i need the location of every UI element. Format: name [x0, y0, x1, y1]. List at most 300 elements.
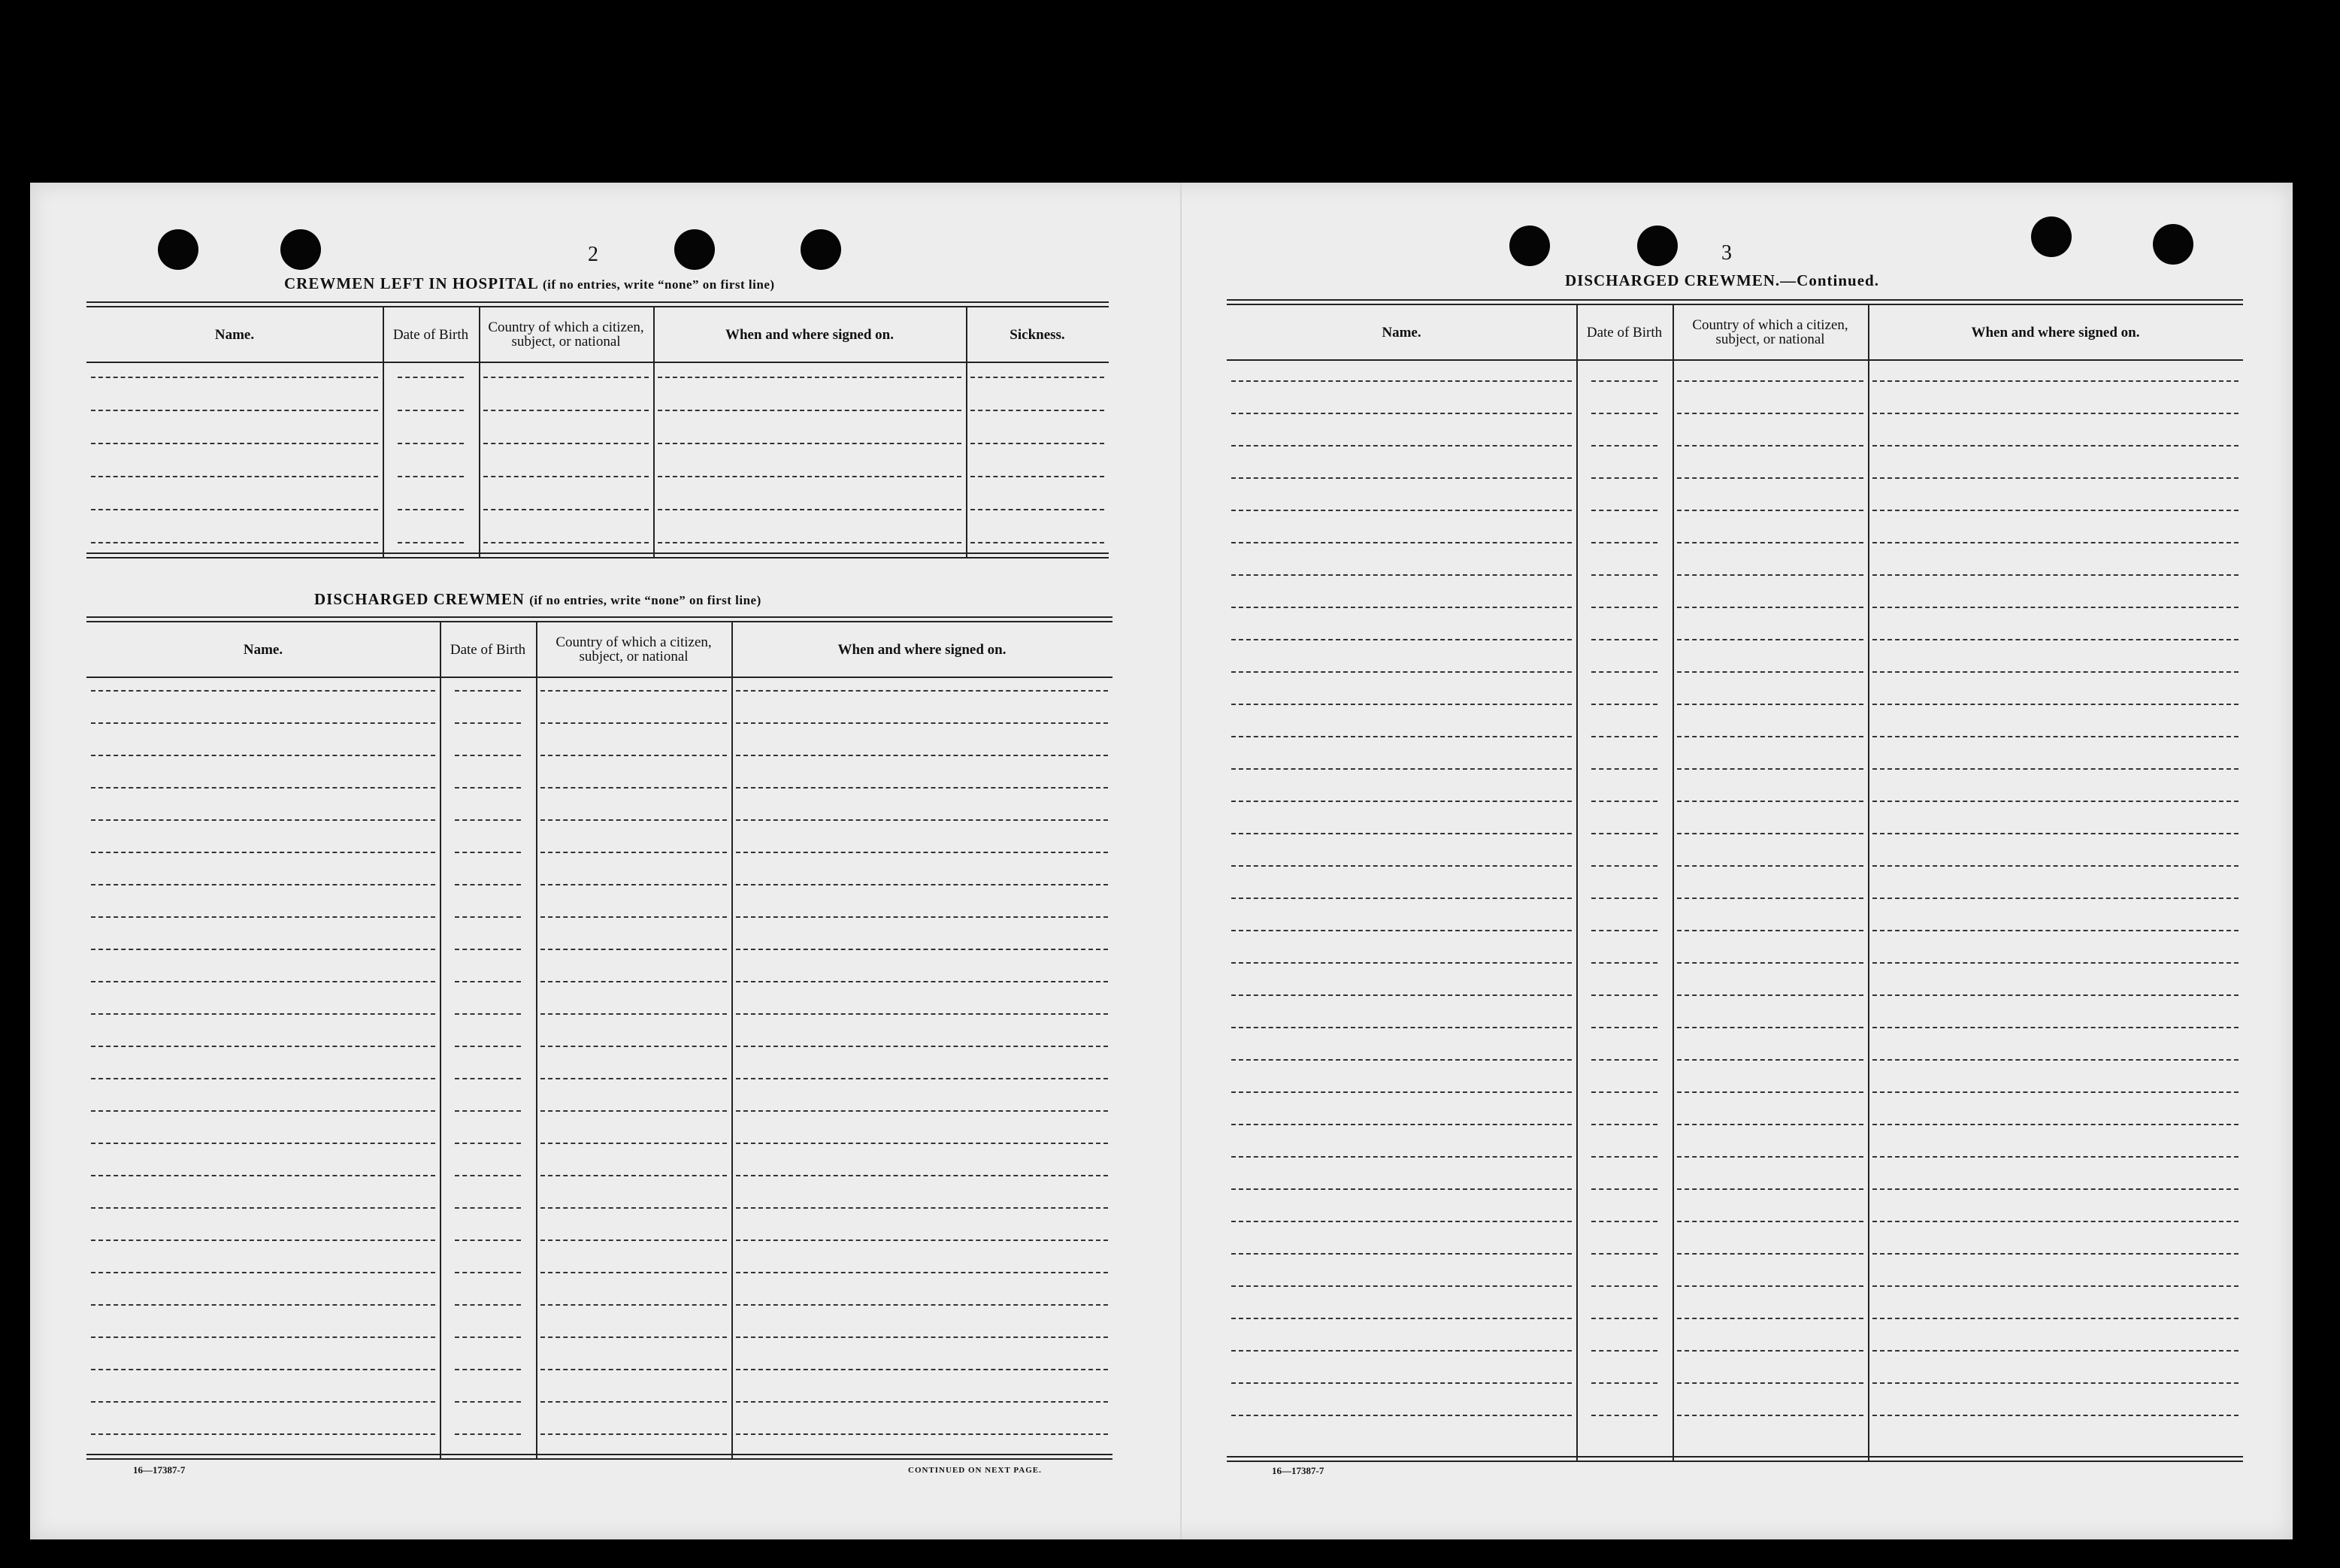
entry-line[interactable] — [91, 1401, 435, 1403]
table-bottom-rule — [1227, 1461, 2243, 1462]
entry-line[interactable] — [91, 1336, 435, 1338]
entry-line[interactable] — [736, 755, 1108, 756]
entry-line[interactable] — [1231, 477, 1572, 479]
entry-line[interactable] — [398, 377, 464, 378]
entry-line[interactable] — [455, 1240, 521, 1241]
entry-line[interactable] — [736, 1013, 1108, 1015]
entry-line[interactable] — [1591, 1382, 1657, 1384]
entry-line[interactable] — [1677, 1124, 1863, 1125]
entry-line[interactable] — [1677, 898, 1863, 899]
column-header: Name. — [1382, 324, 1421, 341]
entry-line[interactable] — [398, 542, 464, 543]
entry-line[interactable] — [658, 377, 961, 378]
entry-line[interactable] — [736, 1401, 1108, 1403]
entry-line[interactable] — [1677, 994, 1863, 996]
column-divider — [1868, 305, 1869, 1461]
entry-line[interactable] — [1231, 801, 1572, 802]
entry-line[interactable] — [1872, 898, 2239, 899]
column-header: Sickness. — [1010, 326, 1065, 343]
entry-line[interactable] — [1677, 1027, 1863, 1028]
entry-line[interactable] — [1591, 1285, 1657, 1287]
entry-line[interactable] — [1872, 1124, 2239, 1125]
entry-line[interactable] — [91, 755, 435, 756]
entry-line[interactable] — [1872, 1091, 2239, 1093]
entry-line[interactable] — [1872, 671, 2239, 673]
column-header: Name. — [214, 326, 255, 343]
entry-line[interactable] — [540, 1336, 727, 1338]
entry-line[interactable] — [1872, 1318, 2239, 1319]
entry-line[interactable] — [1591, 1156, 1657, 1158]
entry-line[interactable] — [1677, 380, 1863, 382]
entry-line[interactable] — [1591, 1350, 1657, 1352]
entry-line[interactable] — [1677, 865, 1863, 867]
entry-line[interactable] — [1677, 1382, 1863, 1384]
entry-line[interactable] — [1591, 865, 1657, 867]
entry-line[interactable] — [540, 1110, 727, 1112]
entry-line[interactable] — [1231, 1124, 1572, 1125]
entry-line[interactable] — [1231, 1156, 1572, 1158]
entry-line[interactable] — [91, 377, 378, 378]
entry-line[interactable] — [658, 443, 961, 444]
entry-line[interactable] — [1677, 413, 1863, 414]
entry-line[interactable] — [1872, 1188, 2239, 1190]
entry-line[interactable] — [483, 377, 649, 378]
entry-line[interactable] — [1231, 1318, 1572, 1319]
entry-line[interactable] — [1872, 607, 2239, 608]
punch-hole — [801, 229, 841, 270]
entry-line[interactable] — [1231, 1253, 1572, 1255]
entry-line[interactable] — [91, 916, 435, 918]
entry-line[interactable] — [398, 410, 464, 411]
entry-line[interactable] — [91, 722, 435, 724]
entry-line[interactable] — [1677, 1188, 1863, 1190]
entry-line[interactable] — [91, 787, 435, 789]
entry-line[interactable] — [1872, 1350, 2239, 1352]
punch-hole — [1509, 226, 1550, 266]
entry-line[interactable] — [483, 542, 649, 543]
entry-line[interactable] — [91, 476, 378, 477]
entry-line[interactable] — [455, 1304, 521, 1306]
entry-line[interactable] — [91, 1078, 435, 1079]
entry-line[interactable] — [1872, 639, 2239, 640]
entry-line[interactable] — [1231, 898, 1572, 899]
discharged-title-text: DISCHARGED CREWMEN — [314, 590, 525, 608]
entry-line[interactable] — [1677, 445, 1863, 446]
entry-line[interactable] — [1872, 736, 2239, 737]
entry-line[interactable] — [91, 1207, 435, 1209]
entry-line[interactable] — [736, 884, 1108, 885]
entry-line[interactable] — [970, 410, 1104, 411]
entry-line[interactable] — [455, 916, 521, 918]
entry-line[interactable] — [1677, 833, 1863, 834]
entry-line[interactable] — [1231, 1027, 1572, 1028]
entry-line[interactable] — [1231, 380, 1572, 382]
entry-line[interactable] — [483, 443, 649, 444]
entry-line[interactable] — [91, 884, 435, 885]
entry-line[interactable] — [1677, 962, 1863, 964]
entry-line[interactable] — [1872, 1382, 2239, 1384]
entry-line[interactable] — [455, 1272, 521, 1273]
entry-line[interactable] — [1872, 801, 2239, 802]
column-divider — [383, 307, 384, 557]
entry-line[interactable] — [1677, 1253, 1863, 1255]
hospital-section-title — [284, 274, 775, 293]
punch-hole — [158, 229, 198, 270]
entry-line[interactable] — [455, 1369, 521, 1370]
column-header: Name. — [243, 641, 283, 658]
page-fold — [1180, 183, 1182, 1539]
entry-line[interactable] — [455, 1401, 521, 1403]
entry-line[interactable] — [736, 787, 1108, 789]
entry-line[interactable] — [455, 1110, 521, 1112]
entry-line[interactable] — [1231, 930, 1572, 931]
page-number: 3 — [1721, 241, 1732, 265]
entry-line[interactable] — [736, 722, 1108, 724]
entry-line[interactable] — [736, 852, 1108, 853]
entry-line[interactable] — [1872, 962, 2239, 964]
entry-line[interactable] — [1231, 1091, 1572, 1093]
entry-line[interactable] — [91, 1369, 435, 1370]
entry-line[interactable] — [540, 819, 727, 821]
entry-line[interactable] — [91, 1272, 435, 1273]
entry-line[interactable] — [1231, 671, 1572, 673]
entry-line[interactable] — [658, 410, 961, 411]
column-divider — [536, 622, 537, 1458]
entry-line[interactable] — [483, 509, 649, 510]
entry-line[interactable] — [970, 476, 1104, 477]
entry-line[interactable] — [736, 1207, 1108, 1209]
entry-line[interactable] — [540, 852, 727, 853]
entry-line[interactable] — [1591, 477, 1657, 479]
entry-line[interactable] — [1231, 704, 1572, 705]
entry-line[interactable] — [455, 787, 521, 789]
entry-line[interactable] — [1677, 1091, 1863, 1093]
entry-line[interactable] — [540, 1401, 727, 1403]
entry-line[interactable] — [1591, 639, 1657, 640]
punch-hole — [280, 229, 321, 270]
entry-line[interactable] — [455, 1013, 521, 1015]
entry-line[interactable] — [1591, 413, 1657, 414]
entry-line[interactable] — [658, 476, 961, 477]
entry-line[interactable] — [1591, 1124, 1657, 1125]
entry-line[interactable] — [1677, 1156, 1863, 1158]
entry-line[interactable] — [970, 377, 1104, 378]
hospital-title-note: (if no entries, write “none” on first line) — [542, 277, 775, 292]
entry-line[interactable] — [1677, 607, 1863, 608]
entry-line[interactable] — [1872, 477, 2239, 479]
entry-line[interactable] — [540, 1304, 727, 1306]
entry-line[interactable] — [1677, 574, 1863, 576]
entry-line[interactable] — [91, 1013, 435, 1015]
entry-line[interactable] — [1872, 1221, 2239, 1222]
entry-line[interactable] — [540, 884, 727, 885]
entry-line[interactable] — [736, 1240, 1108, 1241]
entry-line[interactable] — [1231, 1350, 1572, 1352]
entry-line[interactable] — [455, 755, 521, 756]
entry-line[interactable] — [736, 1175, 1108, 1176]
entry-line[interactable] — [1591, 574, 1657, 576]
entry-line[interactable] — [1591, 1221, 1657, 1222]
entry-line[interactable] — [970, 509, 1104, 510]
column-divider — [1673, 305, 1674, 1461]
entry-line[interactable] — [455, 690, 521, 692]
entry-line[interactable] — [455, 884, 521, 885]
entry-line[interactable] — [1677, 768, 1863, 770]
entry-line[interactable] — [1231, 865, 1572, 867]
page-number: 2 — [588, 243, 598, 266]
entry-line[interactable] — [91, 443, 378, 444]
column-divider — [966, 307, 967, 557]
entry-line[interactable] — [1231, 445, 1572, 446]
entry-line[interactable] — [1677, 704, 1863, 705]
entry-line[interactable] — [1591, 994, 1657, 996]
entry-line[interactable] — [1591, 542, 1657, 543]
entry-line[interactable] — [540, 916, 727, 918]
entry-line[interactable] — [736, 1272, 1108, 1273]
entry-line[interactable] — [1591, 380, 1657, 382]
continued-note: CONTINUED ON NEXT PAGE. — [908, 1466, 1042, 1475]
entry-line[interactable] — [1677, 801, 1863, 802]
entry-line[interactable] — [1591, 445, 1657, 446]
document-sheet — [30, 183, 2293, 1539]
entry-line[interactable] — [1872, 445, 2239, 446]
entry-line[interactable] — [398, 443, 464, 444]
entry-line[interactable] — [1872, 1415, 2239, 1416]
entry-line[interactable] — [540, 1046, 727, 1047]
entry-line[interactable] — [91, 410, 378, 411]
entry-line[interactable] — [1872, 510, 2239, 511]
entry-line[interactable] — [1231, 962, 1572, 964]
entry-line[interactable] — [91, 1143, 435, 1144]
entry-line[interactable] — [1677, 1318, 1863, 1319]
entry-line[interactable] — [1677, 639, 1863, 640]
entry-line[interactable] — [455, 819, 521, 821]
entry-line[interactable] — [540, 1013, 727, 1015]
header-rule — [86, 362, 1109, 363]
entry-line[interactable] — [1677, 736, 1863, 737]
entry-line[interactable] — [1677, 930, 1863, 931]
entry-line[interactable] — [1231, 768, 1572, 770]
table-bottom-rule — [86, 1458, 1112, 1460]
entry-line[interactable] — [455, 1433, 521, 1435]
column-divider — [731, 622, 733, 1458]
entry-line[interactable] — [1591, 833, 1657, 834]
entry-line[interactable] — [736, 1143, 1108, 1144]
entry-line[interactable] — [455, 1078, 521, 1079]
entry-line[interactable] — [1591, 1091, 1657, 1093]
entry-line[interactable] — [1591, 607, 1657, 608]
entry-line[interactable] — [736, 981, 1108, 982]
entry-line[interactable] — [1872, 994, 2239, 996]
entry-line[interactable] — [1591, 962, 1657, 964]
entry-line[interactable] — [658, 509, 961, 510]
entry-line[interactable] — [1591, 671, 1657, 673]
entry-line[interactable] — [1677, 1415, 1863, 1416]
entry-line[interactable] — [455, 1175, 521, 1176]
entry-line[interactable] — [1231, 413, 1572, 414]
entry-line[interactable] — [540, 1240, 727, 1241]
entry-line[interactable] — [455, 981, 521, 982]
column-divider — [440, 622, 441, 1458]
entry-line[interactable] — [91, 852, 435, 853]
entry-line[interactable] — [736, 690, 1108, 692]
entry-line[interactable] — [736, 949, 1108, 950]
entry-line[interactable] — [736, 819, 1108, 821]
entry-line[interactable] — [1677, 671, 1863, 673]
column-header: When and where signed on. — [837, 641, 1007, 658]
entry-line[interactable] — [1231, 542, 1572, 543]
entry-line[interactable] — [1677, 1350, 1863, 1352]
entry-line[interactable] — [540, 1078, 727, 1079]
entry-line[interactable] — [1677, 510, 1863, 511]
entry-line[interactable] — [455, 1143, 521, 1144]
entry-line[interactable] — [1591, 898, 1657, 899]
entry-line[interactable] — [540, 949, 727, 950]
column-header: When and where signed on. — [1971, 324, 2140, 341]
entry-line[interactable] — [1231, 574, 1572, 576]
entry-line[interactable] — [91, 1110, 435, 1112]
entry-line[interactable] — [736, 1110, 1108, 1112]
entry-line[interactable] — [736, 1433, 1108, 1435]
entry-line[interactable] — [1872, 1059, 2239, 1061]
entry-line[interactable] — [1677, 1285, 1863, 1287]
entry-line[interactable] — [483, 410, 649, 411]
entry-line[interactable] — [1872, 704, 2239, 705]
entry-line[interactable] — [1231, 510, 1572, 511]
discharged-section-title — [314, 590, 761, 609]
entry-line[interactable] — [540, 1433, 727, 1435]
entry-line[interactable] — [540, 1143, 727, 1144]
entry-line[interactable] — [1591, 1415, 1657, 1416]
entry-line[interactable] — [91, 1046, 435, 1047]
entry-line[interactable] — [1677, 477, 1863, 479]
entry-line[interactable] — [540, 1369, 727, 1370]
entry-line[interactable] — [398, 509, 464, 510]
entry-line[interactable] — [1677, 1059, 1863, 1061]
column-header: Date of Birth — [1586, 324, 1663, 341]
entry-line[interactable] — [1872, 768, 2239, 770]
entry-line[interactable] — [1231, 1059, 1572, 1061]
entry-line[interactable] — [736, 1304, 1108, 1306]
entry-line[interactable] — [540, 755, 727, 756]
entry-line[interactable] — [1591, 1188, 1657, 1190]
punch-hole — [2153, 224, 2193, 265]
entry-line[interactable] — [1231, 607, 1572, 608]
entry-line[interactable] — [970, 443, 1104, 444]
entry-line[interactable] — [1591, 1318, 1657, 1319]
entry-line[interactable] — [1677, 1221, 1863, 1222]
entry-line[interactable] — [91, 819, 435, 821]
entry-line[interactable] — [736, 916, 1108, 918]
entry-line[interactable] — [1872, 1156, 2239, 1158]
entry-line[interactable] — [540, 787, 727, 789]
entry-line[interactable] — [1872, 865, 2239, 867]
form-number: 16—17387-7 — [1272, 1465, 1324, 1476]
entry-line[interactable] — [736, 1369, 1108, 1370]
entry-line[interactable] — [1872, 574, 2239, 576]
entry-line[interactable] — [1872, 542, 2239, 543]
entry-line[interactable] — [1231, 1285, 1572, 1287]
entry-line[interactable] — [1872, 380, 2239, 382]
entry-line[interactable] — [736, 1078, 1108, 1079]
entry-line[interactable] — [1591, 1253, 1657, 1255]
entry-line[interactable] — [455, 722, 521, 724]
entry-line[interactable] — [1591, 1027, 1657, 1028]
entry-line[interactable] — [1231, 736, 1572, 737]
entry-line[interactable] — [658, 542, 961, 543]
entry-line[interactable] — [1591, 510, 1657, 511]
column-header: Country of which a citizen, subject, or national — [555, 634, 712, 664]
entry-line[interactable] — [1872, 413, 2239, 414]
entry-line[interactable] — [1677, 542, 1863, 543]
column-header: When and where signed on. — [725, 326, 894, 343]
column-header: Country of which a citizen, subject, or national — [488, 319, 644, 350]
entry-line[interactable] — [1231, 1221, 1572, 1222]
entry-line[interactable] — [1591, 1059, 1657, 1061]
entry-line[interactable] — [1872, 1285, 2239, 1287]
entry-line[interactable] — [91, 1304, 435, 1306]
entry-line[interactable] — [455, 852, 521, 853]
entry-line[interactable] — [398, 476, 464, 477]
table-top-rule — [86, 301, 1109, 303]
entry-line[interactable] — [1591, 736, 1657, 737]
entry-line[interactable] — [1231, 1415, 1572, 1416]
column-header: Date of Birth — [392, 326, 469, 343]
entry-line[interactable] — [91, 1433, 435, 1435]
discharged-table — [86, 616, 1112, 1458]
entry-line[interactable] — [540, 1272, 727, 1273]
entry-line[interactable] — [1591, 801, 1657, 802]
entry-line[interactable] — [540, 1175, 727, 1176]
entry-line[interactable] — [540, 981, 727, 982]
entry-line[interactable] — [91, 949, 435, 950]
entry-line[interactable] — [91, 690, 435, 692]
discharged-title-note: (if no entries, write “none” on first line) — [529, 593, 761, 607]
entry-line[interactable] — [1231, 1188, 1572, 1190]
entry-line[interactable] — [483, 476, 649, 477]
entry-line[interactable] — [736, 1336, 1108, 1338]
entry-line[interactable] — [1591, 930, 1657, 931]
discharged-continued-table — [1227, 299, 2243, 1461]
entry-line[interactable] — [455, 949, 521, 950]
entry-line[interactable] — [91, 509, 378, 510]
entry-line[interactable] — [91, 1240, 435, 1241]
entry-line[interactable] — [455, 1207, 521, 1209]
entry-line[interactable] — [540, 690, 727, 692]
entry-line[interactable] — [455, 1336, 521, 1338]
entry-line[interactable] — [1872, 930, 2239, 931]
entry-line[interactable] — [1231, 639, 1572, 640]
entry-line[interactable] — [540, 1207, 727, 1209]
entry-line[interactable] — [1872, 833, 2239, 834]
entry-line[interactable] — [540, 722, 727, 724]
entry-line[interactable] — [1591, 768, 1657, 770]
entry-line[interactable] — [455, 1046, 521, 1047]
entry-line[interactable] — [91, 542, 378, 543]
entry-line[interactable] — [1872, 1027, 2239, 1028]
entry-line[interactable] — [1872, 1253, 2239, 1255]
hospital-title-text: CREWMEN LEFT IN HOSPITAL — [284, 274, 538, 292]
entry-line[interactable] — [1231, 833, 1572, 834]
entry-line[interactable] — [1591, 704, 1657, 705]
entry-line[interactable] — [1231, 1382, 1572, 1384]
entry-line[interactable] — [1231, 994, 1572, 996]
table-top-rule — [86, 616, 1112, 618]
entry-line[interactable] — [91, 981, 435, 982]
entry-line[interactable] — [970, 542, 1104, 543]
entry-line[interactable] — [91, 1175, 435, 1176]
entry-line[interactable] — [736, 1046, 1108, 1047]
